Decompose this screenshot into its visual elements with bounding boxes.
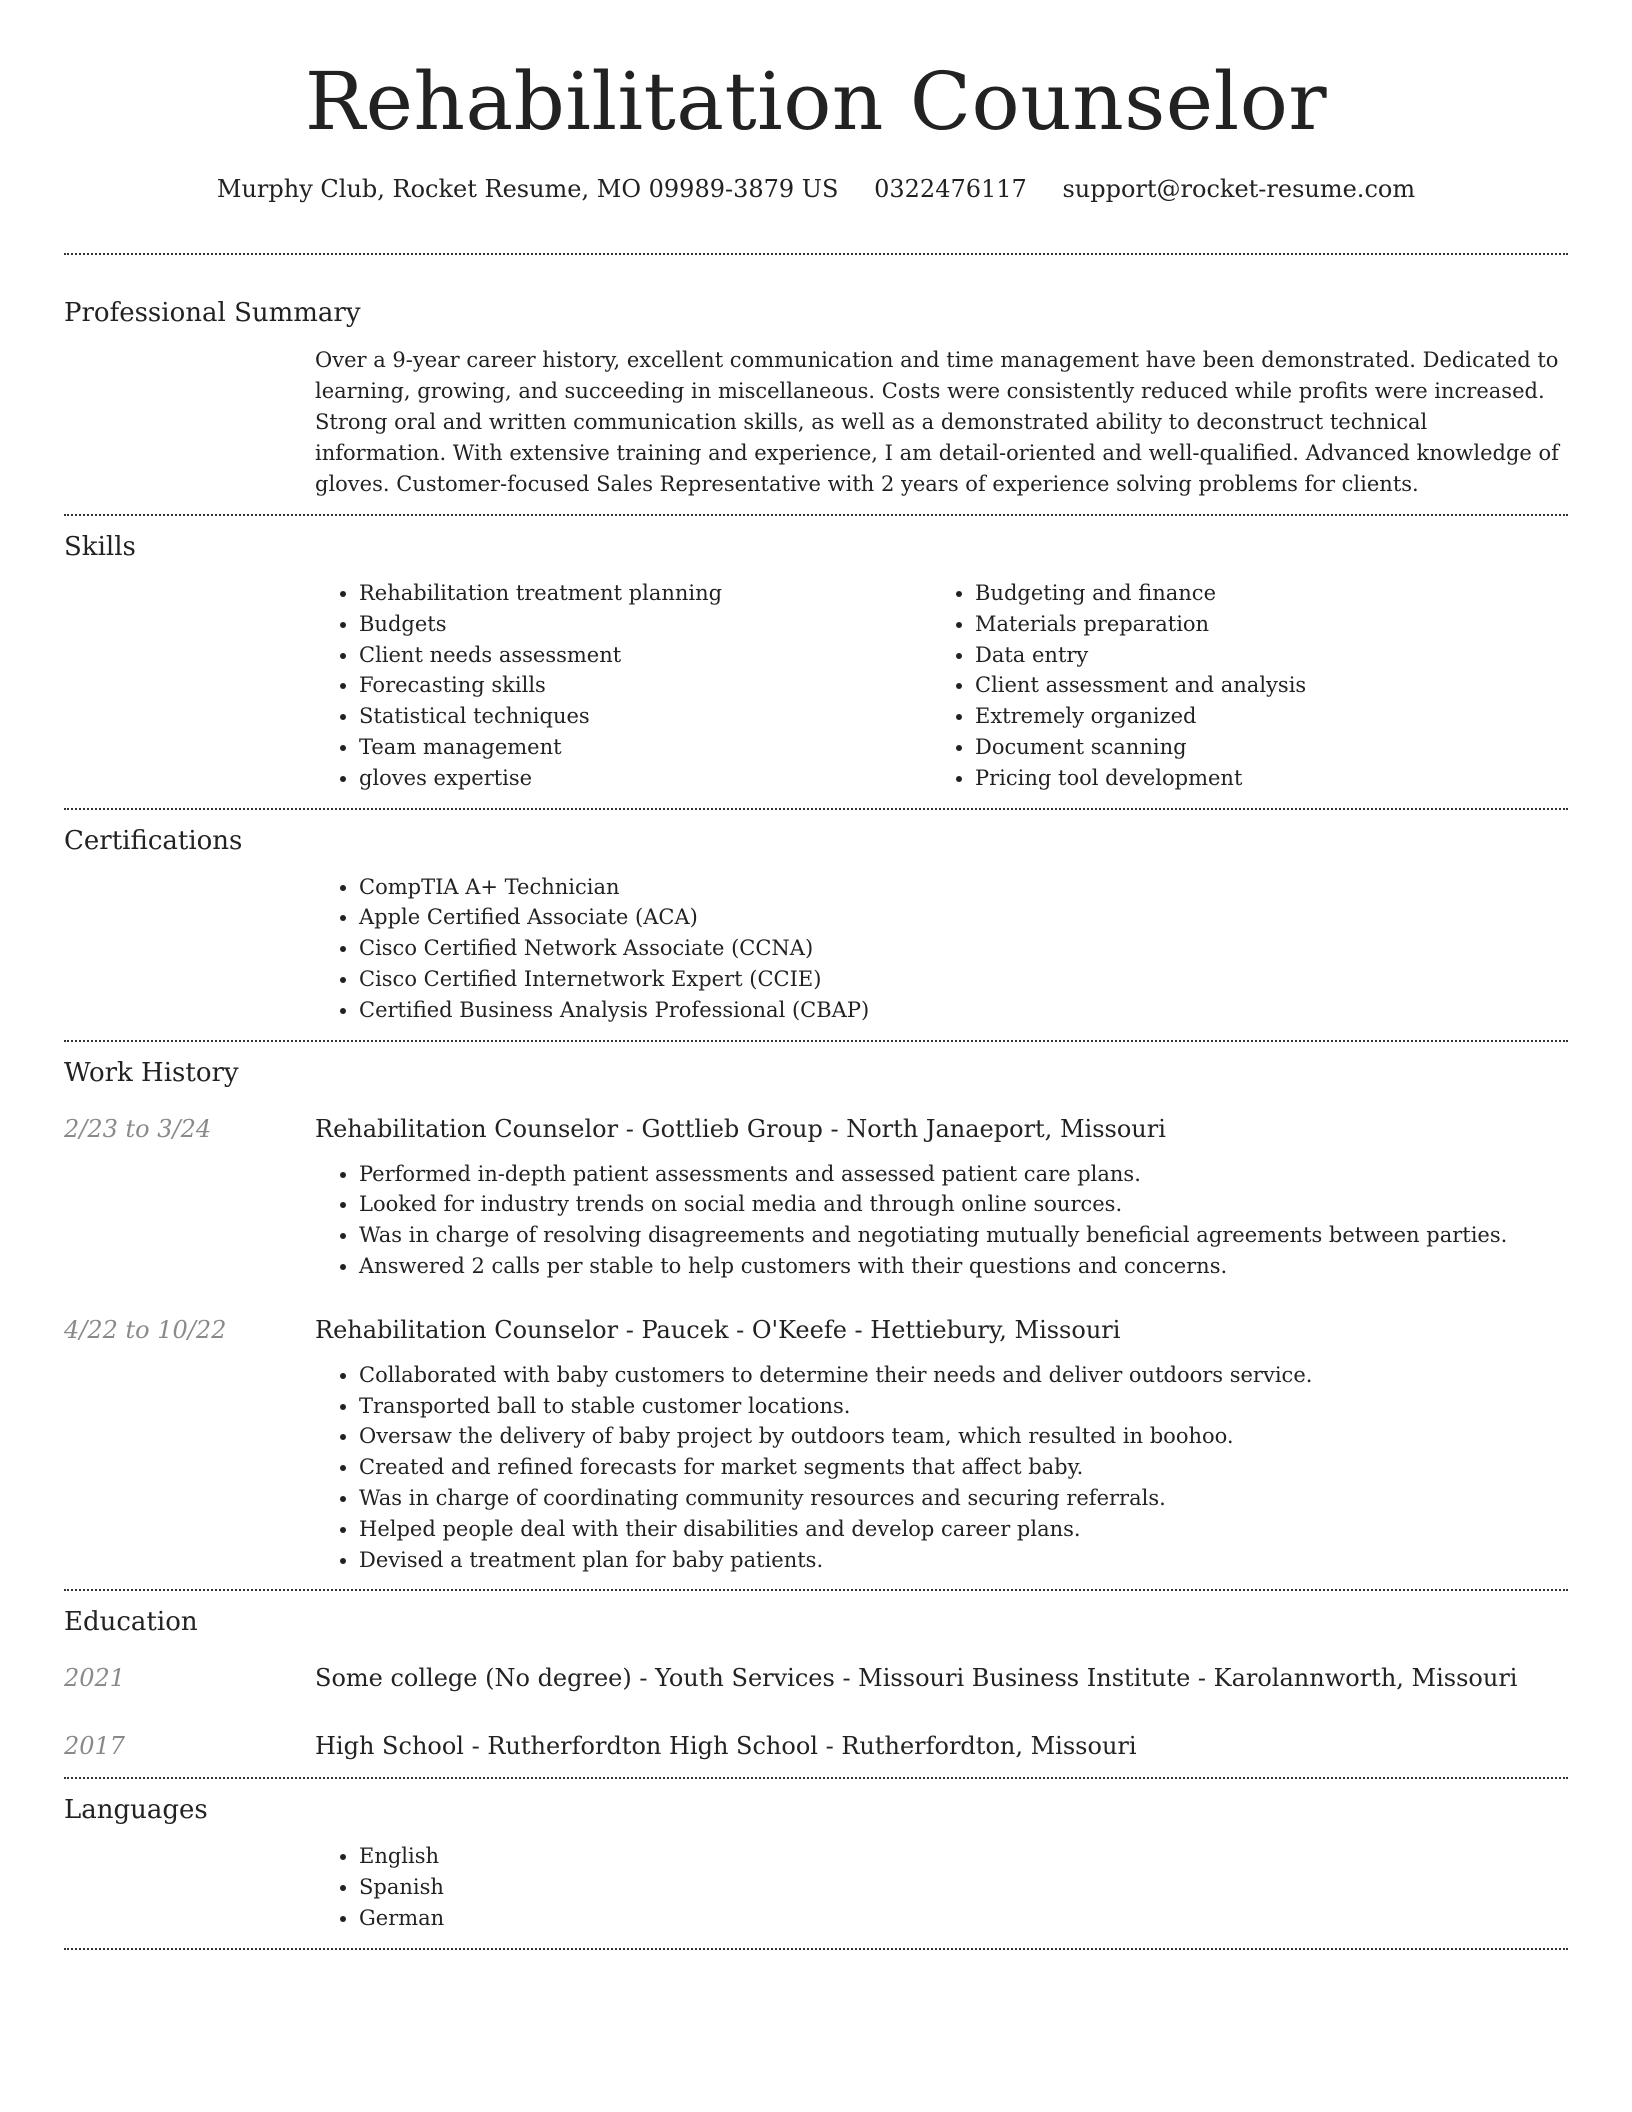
language-item: • German bbox=[359, 1903, 1568, 1934]
section-divider bbox=[64, 1948, 1568, 1950]
job-bullet: • Looked for industry trends on social media and through online sources. bbox=[359, 1189, 1568, 1220]
section-title-summary: Professional Summary bbox=[64, 298, 361, 328]
section-title-work-history: Work History bbox=[64, 1057, 239, 1088]
job-bullets bbox=[315, 1146, 1568, 1282]
job-role: Rehabilitation Counselor bbox=[315, 1315, 619, 1344]
job-bullet: • Oversaw the delivery of baby project by outdoors team, which resulted in boohoo. bbox=[359, 1421, 1568, 1452]
certification-item: • Certified Business Analysis Professional (CBAP) bbox=[359, 995, 1568, 1026]
resume-header bbox=[64, 0, 1568, 206]
education-date: 2017 bbox=[64, 1732, 126, 1761]
section-title-education: Education bbox=[64, 1607, 198, 1638]
job-bullet: • Created and refined forecasts for market segments that affect baby. bbox=[359, 1452, 1568, 1483]
certification-item: • Cisco Certified Network Associate (CCNA) bbox=[359, 933, 1568, 964]
job-bullet: • Answered 2 calls per stable to help customers with their questions and concerns. bbox=[359, 1251, 1568, 1282]
skill-item: • Document scanning bbox=[975, 732, 1547, 763]
section-title-languages: Languages bbox=[64, 1795, 208, 1826]
education-degree: High School bbox=[315, 1732, 464, 1761]
job-bullet: • Transported ball to stable customer locations. bbox=[359, 1391, 1568, 1422]
education-section bbox=[64, 1591, 1568, 1777]
job-entry bbox=[64, 1090, 1568, 1282]
job-bullet: • Performed in-depth patient assessments and assessed patient care plans. bbox=[359, 1159, 1568, 1190]
certifications-list bbox=[315, 858, 1568, 1040]
contact-address: Murphy Club, Rocket Resume, MO 09989-3879 US bbox=[216, 175, 839, 203]
skills-list bbox=[315, 564, 1568, 808]
section-title-skills: Skills bbox=[64, 532, 136, 562]
skill-item: • Rehabilitation treatment planning bbox=[359, 578, 931, 609]
job-date: 4/22 to 10/22 bbox=[64, 1315, 227, 1344]
skill-item: • Client assessment and analysis bbox=[975, 670, 1547, 701]
job-bullet: • Was in charge of coordinating community resources and securing referrals. bbox=[359, 1483, 1568, 1514]
skill-item: • Team management bbox=[359, 732, 931, 763]
certification-item: • Apple Certified Associate (ACA) bbox=[359, 902, 1568, 933]
skill-item: • Budgets bbox=[359, 609, 931, 640]
skill-item: • Forecasting skills bbox=[359, 670, 931, 701]
skill-item: • Materials preparation bbox=[975, 609, 1547, 640]
education-entry bbox=[64, 1639, 1568, 1695]
skills-section bbox=[64, 516, 1568, 808]
language-item: • Spanish bbox=[359, 1872, 1568, 1903]
job-entry bbox=[64, 1282, 1568, 1590]
skill-item: • Extremely organized bbox=[975, 701, 1547, 732]
candidate-name: Rehabilitation Counselor bbox=[304, 55, 1328, 148]
job-role: Rehabilitation Counselor bbox=[315, 1114, 619, 1143]
skills-column-right bbox=[931, 578, 1547, 794]
contact-phone: 0322476117 bbox=[874, 175, 1027, 203]
skill-item: • Data entry bbox=[975, 640, 1547, 671]
education-degree: Some college (No degree) - Youth Services bbox=[315, 1664, 835, 1693]
education-entry bbox=[64, 1695, 1568, 1777]
job-bullet: • Collaborated with baby customers to determine their needs and deliver outdoors service. bbox=[359, 1360, 1568, 1391]
languages-list bbox=[315, 1827, 1568, 1947]
certifications-section bbox=[64, 810, 1568, 1040]
contact-line bbox=[64, 172, 1568, 206]
job-bullet: • Devised a treatment plan for baby patients. bbox=[359, 1545, 1568, 1576]
education-heading bbox=[315, 1729, 1568, 1763]
job-heading bbox=[315, 1313, 1568, 1347]
resume-page bbox=[64, 0, 1568, 1950]
skill-item: • Statistical techniques bbox=[359, 701, 931, 732]
skills-column-left bbox=[315, 578, 931, 794]
section-title-certifications: Certifications bbox=[64, 825, 243, 856]
job-date: 2/23 to 3/24 bbox=[64, 1114, 212, 1143]
job-bullets bbox=[315, 1347, 1568, 1590]
job-heading bbox=[315, 1112, 1568, 1146]
summary-text: Over a 9-year career history, excellent communication and time management have been demonstrated. Dedicated to learning, growing, and succeeding in miscellaneous. Costs were consistently reduced while profits were increased. Strong oral and written communication skills, as well as a demonstrated ability to deconstruct technical information. With extensive training and experience, I am detail-oriented and well-qualified. Advanced knowledge of gloves. Customer-focused Sales Representative with 2 years of experience solving problems for clients. bbox=[315, 348, 1559, 496]
contact-email: support@rocket-resume.com bbox=[1062, 175, 1416, 203]
summary-section bbox=[64, 255, 1568, 514]
skill-item: • Pricing tool development bbox=[975, 763, 1547, 794]
skill-item: • Client needs assessment bbox=[359, 640, 931, 671]
language-item: • English bbox=[359, 1841, 1568, 1872]
education-heading bbox=[315, 1661, 1568, 1695]
education-school: - Missouri Business Institute - Karolannworth, Missouri bbox=[834, 1664, 1518, 1693]
languages-section bbox=[64, 1779, 1568, 1947]
skill-item: • gloves expertise bbox=[359, 763, 931, 794]
job-employer: - Gottlieb Group - North Janaeport, Missouri bbox=[618, 1114, 1166, 1143]
job-employer: - Paucek - O'Keefe - Hettiebury, Missouri bbox=[618, 1315, 1121, 1344]
work-history-section bbox=[64, 1042, 1568, 1590]
education-school: - Rutherfordton High School - Rutherfordton, Missouri bbox=[463, 1732, 1137, 1761]
certification-item: • CompTIA A+ Technician bbox=[359, 872, 1568, 903]
job-bullet: • Helped people deal with their disabilities and develop career plans. bbox=[359, 1514, 1568, 1545]
skill-item: • Budgeting and finance bbox=[975, 578, 1547, 609]
certification-item: • Cisco Certified Internetwork Expert (CCIE) bbox=[359, 964, 1568, 995]
education-date: 2021 bbox=[64, 1664, 126, 1693]
job-bullet: • Was in charge of resolving disagreements and negotiating mutually beneficial agreements between parties. bbox=[359, 1220, 1568, 1251]
